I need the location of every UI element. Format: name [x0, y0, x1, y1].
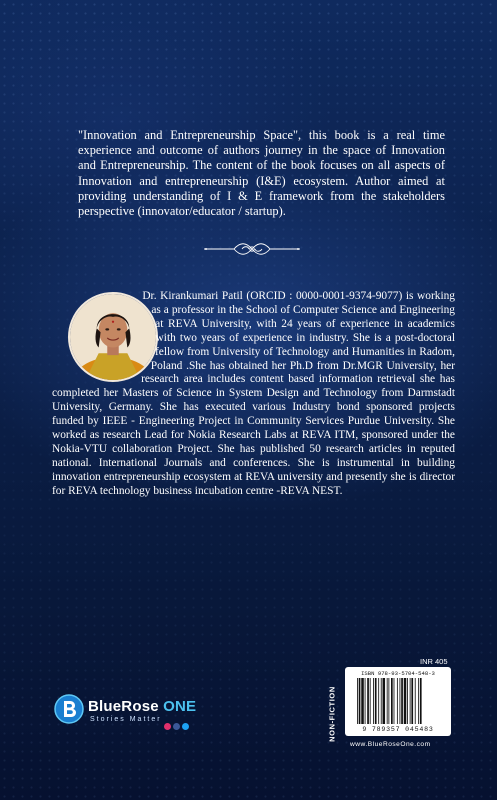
social-icons	[164, 723, 189, 730]
publisher-tagline: Stories Matter	[90, 716, 162, 723]
publisher-name-part2: ONE	[163, 698, 197, 715]
ornament-divider-icon	[204, 240, 300, 258]
barcode-icon	[357, 678, 447, 724]
price-label: INR 405	[420, 657, 448, 666]
bluerose-b-logo-icon	[54, 694, 84, 724]
publisher-logo	[54, 694, 234, 740]
publisher-website: www.BlueRoseOne.com	[350, 741, 431, 748]
barcode-box	[345, 667, 451, 736]
book-blurb: "Innovation and Entrepreneurship Space", this book is a real time experience and outcome of authors journey in the space of Innovation and Entrepreneurship. The content of the book focuses on all aspects of Innovation and entrepreneurship (I&E) ecosystem. Author aimed at providing understanding of I & E framework from the stakeholders perspective (innovator/educator / startup).	[78, 128, 445, 219]
publisher-name	[88, 698, 196, 715]
instagram-icon	[164, 723, 171, 730]
publisher-name-part1: BlueRose	[88, 698, 164, 715]
author-bio	[52, 290, 455, 499]
twitter-icon	[182, 723, 189, 730]
isbn-label: ISBN 978-93-5704-548-3	[361, 670, 435, 677]
genre-text: NON-FICTION	[327, 686, 337, 742]
facebook-icon	[173, 723, 180, 730]
barcode-number: 9 789357 045483	[362, 726, 434, 733]
genre-label	[323, 683, 341, 745]
author-bio-text: Dr. Kirankumari Patil (ORCID : 0000-0001-9374-9077) is working as a professor in the School of Computer Science and Engineering at REVA University, with 24 years of experience in academics with two years of experience in industry. She is a post-doctoral fellow from University of Technology and Humanities in Radom, Poland .She has obtained her Ph.D from Dr.MGR University, her research area includes content based information retrieval she has completed her Masters of Science in System Design and Technology from Darmstadt University, Germany. She has executed various Industry bond sponsored projects funded by IEEE - Engineering Project in Community Services Purdue University. She worked as research Lead for Nokia Research Labs at REVA ITM, sponsored under the Nokia-VTU collaboration Project. She has published 50 research articles in reputed national. International Journals and conferences. She is instrumental in building innovation entrepreneurship ecosystem at REVA university and presently she is director for REVA technology business incubation centre -REVA NEST.	[52, 290, 455, 497]
